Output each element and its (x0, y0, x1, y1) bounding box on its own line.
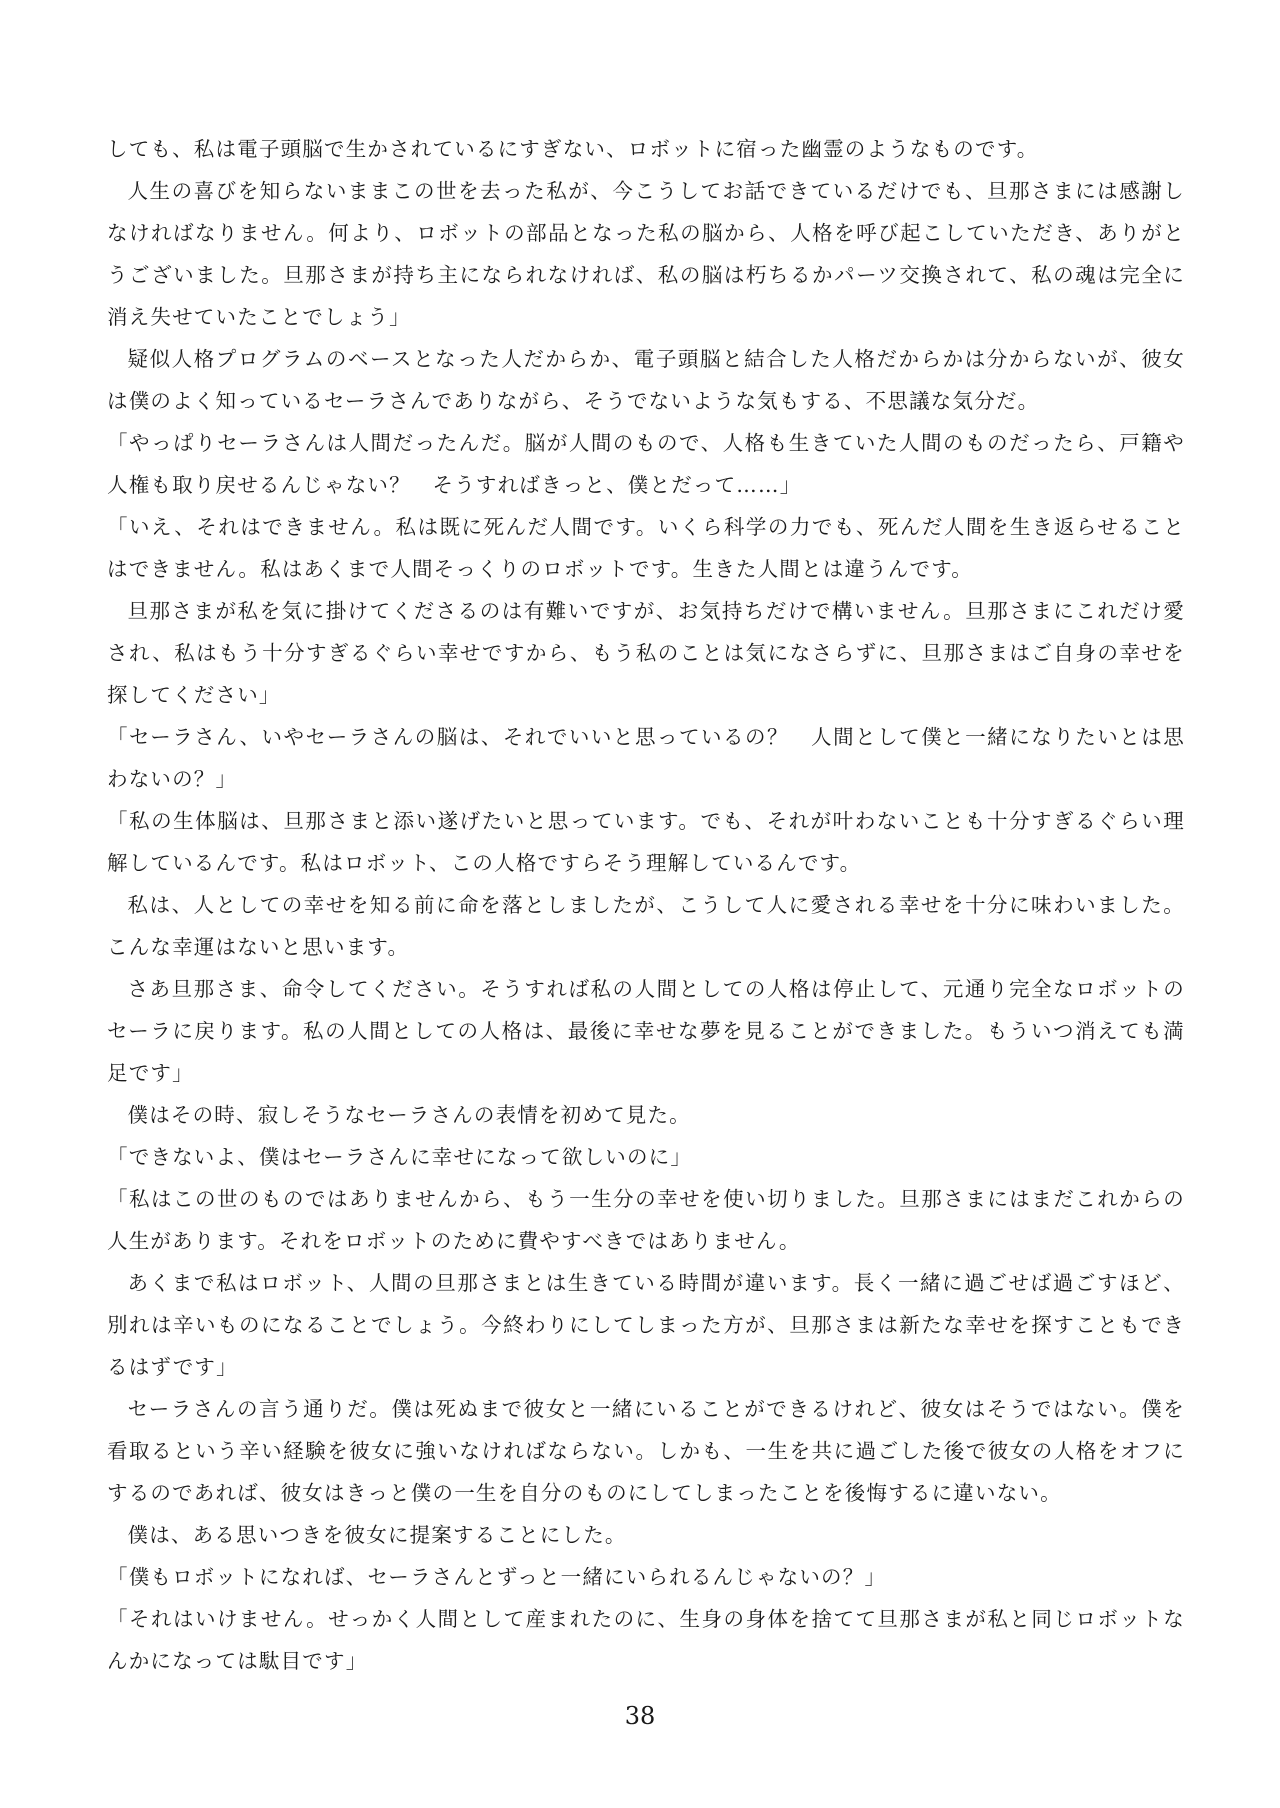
paragraph: 「やっぱりセーラさんは人間だったんだ。脳が人間のもので、人格も生きていた人間のものだったら、戸籍や人権も取り戻せるんじゃない？ そうすればきっと、僕とだって……」 (107, 431, 1185, 497)
paragraph: 「それはいけません。せっかく人間として産まれたのに、生身の身体を捨てて旦那さまが私と同じロボットなんかになっては駄目です」 (107, 1607, 1185, 1673)
page-number: 38 (624, 1702, 656, 1730)
paragraph: 「私はこの世のものではありませんから、もう一生分の幸せを使い切りました。旦那さまにはまだこれからの人生があります。それをロボットのために費やすべきではありません。 (107, 1187, 1185, 1253)
paragraph: 僕はその時、寂しそうなセーラさんの表情を初めて見た。 (127, 1103, 691, 1127)
paragraph: さあ旦那さま、命令してください。そうすれば私の人間としての人格は停止して、元通り完全なロボットのセーラに戻ります。私の人間としての人格は、最後に幸せな夢を見ることができました。もういつ消えても満足です」 (107, 977, 1185, 1085)
paragraph: 「私の生体脳は、旦那さまと添い遂げたいと思っています。でも、それが叶わないことも十分すぎるぐらい理解しているんです。私はロボット、この人格ですらそう理解しているんです。 (107, 809, 1185, 875)
paragraph: 疑似人格プログラムのベースとなった人だからか、電子頭脳と結合した人格だからかは分からないが、彼女は僕のよく知っているセーラさんでありながら、そうでないような気もする、不思議な気分だ。 (107, 347, 1185, 413)
paragraph: 「いえ、それはできません。私は既に死んだ人間です。いくら科学の力でも、死んだ人間を生き返らせることはできません。私はあくまで人間そっくりのロボットです。生きた人間とは違うんです。 (107, 515, 1185, 581)
paragraph: 「セーラさん、いやセーラさんの脳は、それでいいと思っているの？ 人間として僕と一緒になりたいとは思わないの？」 (107, 725, 1185, 791)
paragraph: しても、私は電子頭脳で生かされているにすぎない、ロボットに宿った幽霊のようなものです。 (107, 137, 1039, 161)
paragraph: セーラさんの言う通りだ。僕は死ぬまで彼女と一緒にいることができるけれど、彼女はそうではない。僕を看取るという辛い経験を彼女に強いなければならない。しかも、一生を共に過ごした後で彼女の人格をオフにするのであれば、彼女はきっと僕の一生を自分のものにしてしまったことを後悔するに違いない。 (107, 1397, 1185, 1505)
paragraph: あくまで私はロボット、人間の旦那さまとは生きている時間が違います。長く一緒に過ごせば過ごすほど、別れは辛いものになることでしょう。今終わりにしてしまった方が、旦那さまは新たな幸せを探すこともできるはずです」 (107, 1271, 1185, 1379)
paragraph: 人生の喜びを知らないままこの世を去った私が、今こうしてお話できているだけでも、旦那さまには感謝しなければなりません。何より、ロボットの部品となった私の脳から、人格を呼び起こしていただき、ありがとうございました。旦那さまが持ち主になられなければ、私の脳は朽ちるかパーツ交換されて、私の魂は完全に消え失せていたことでしょう」 (107, 179, 1185, 329)
paragraph: 旦那さまが私を気に掛けてくださるのは有難いですが、お気持ちだけで構いません。旦那さまにこれだけ愛され、私はもう十分すぎるぐらい幸せですから、もう私のことは気になさらずに、旦那さまはご自身の幸せを探してください」 (107, 599, 1185, 707)
paragraph: 僕は、ある思いつきを彼女に提案することにした。 (127, 1523, 627, 1547)
paragraph: 私は、人としての幸せを知る前に命を落としましたが、こうして人に愛される幸せを十分に味わいました。こんな幸運はないと思います。 (107, 893, 1185, 959)
paragraph: 「僕もロボットになれば、セーラさんとずっと一緒にいられるんじゃないの？」 (107, 1565, 887, 1589)
paragraph: 「できないよ、僕はセーラさんに幸せになって欲しいのに」 (107, 1145, 693, 1169)
body-text (107, 128, 1185, 1682)
